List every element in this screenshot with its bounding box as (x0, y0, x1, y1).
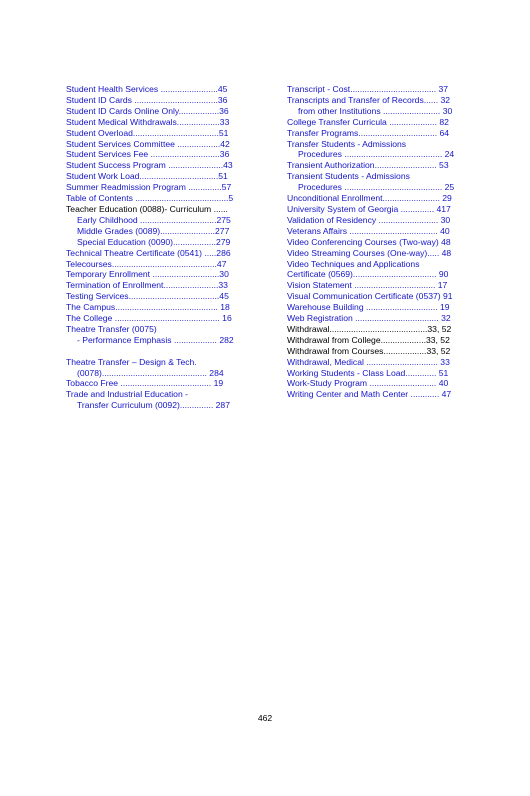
index-entry-link[interactable]: from other Institutions ........................ 30 (298, 105, 453, 116)
index-entry-link[interactable]: Transient Authorization.......................... 53 (287, 160, 449, 171)
index-entry-link[interactable]: Student ID Cards ...................................36 (66, 94, 228, 105)
index-entry-link[interactable]: Video Streaming Courses (One-way)..... 48 (287, 247, 452, 258)
index-column-right (287, 84, 476, 400)
index-entry-link[interactable]: Student Services Committee ..................42 (66, 138, 230, 149)
index-entry-link[interactable]: Veterans Affairs ..................................... 40 (287, 225, 450, 236)
index-entry: Withdrawal from College...................33, 52 (287, 334, 450, 345)
index-entry-link[interactable]: Student Health Services ........................45 (66, 84, 228, 94)
index-entry-link[interactable]: Work-Study Program ............................ 40 (287, 378, 449, 389)
index-entry: Teacher Education (0088)- Curriculum ...... (66, 203, 228, 214)
index-entry-link[interactable]: Middle Grades (0089).......................277 (77, 225, 230, 236)
page-number: 462 (257, 713, 273, 723)
index-entry-link[interactable]: Transfer Programs................................. 64 (287, 127, 450, 138)
index-entry: Withdrawal.........................................33, 52 (287, 323, 452, 334)
index-entry-link[interactable]: College Transfer Curricula .................... 82 (287, 116, 449, 127)
index-entry-link[interactable]: The College ............................................ 16 (66, 313, 232, 324)
index-entry-link[interactable]: Telecourses............................................47 (66, 258, 227, 269)
index-entry-link[interactable]: Video Conferencing Courses (Two-way) 48 (287, 236, 451, 247)
index-entry-link[interactable]: Student Medical Withdrawals..................33 (66, 116, 230, 127)
index-entry-link[interactable]: Certificate (0569)................................... 90 (287, 269, 449, 280)
index-entry-link[interactable]: Trade and Industrial Education - (66, 389, 188, 400)
index-entry-link[interactable]: Withdrawal, Medical .............................. 33 (287, 356, 450, 367)
index-entry-link[interactable]: The Campus........................................... 18 (66, 302, 230, 313)
index-entry-link[interactable]: Validation of Residency ......................... 30 (287, 214, 451, 225)
index-entry-link[interactable]: Video Techniques and Applications (287, 258, 420, 269)
index-entry-link[interactable]: - Performance Emphasis .................. 282 (77, 334, 234, 345)
index-entry-link[interactable]: Procedures ......................................... 24 (298, 149, 455, 160)
index-column-left (66, 84, 256, 411)
index-entry-link[interactable]: Summer Readmission Program ..............57 (66, 182, 232, 193)
index-entry-link[interactable]: Vision Statement .................................. 17 (287, 280, 448, 291)
index-entry-link[interactable]: University System of Georgia .............. 417 (287, 203, 451, 214)
index-entry-link[interactable]: Web Registration ................................... 32 (287, 313, 451, 324)
index-entry-link[interactable]: Transient Students - Admissions (287, 171, 410, 182)
index-entry-link[interactable]: Theatre Transfer – Design & Tech. (66, 356, 197, 367)
index-entry-link[interactable]: Student Overload....................................51 (66, 127, 229, 138)
index-entry-link[interactable]: Procedures ......................................... 25 (298, 182, 455, 193)
index-entry-link[interactable]: Termination of Enrollment.......................33 (66, 280, 228, 291)
index-entry-link[interactable]: Temporary Enrollment ............................30 (66, 269, 229, 280)
index-entry: Withdrawal from Courses..................33, 52 (287, 345, 451, 356)
index-entry-link[interactable]: Transfer Students - Admissions (287, 138, 407, 149)
index-entry-link[interactable]: Tobacco Free ...................................... 19 (66, 378, 224, 389)
index-entry-link[interactable]: Student Services Fee .............................36 (66, 149, 230, 160)
index-entry-link[interactable]: Transfer Curriculum (0092).............. 287 (77, 400, 230, 411)
index-entry-link[interactable]: Special Education (0090)..................279 (77, 236, 231, 247)
index-entry-link[interactable]: (0078)............................................ 284 (77, 367, 224, 378)
index-entry-link[interactable]: Warehouse Building .............................. 19 (287, 302, 450, 313)
index-entry-link[interactable]: Writing Center and Math Center ............ 47 (287, 389, 452, 400)
index-entry-link[interactable]: Technical Theatre Certificate (0541) .....286 (66, 247, 231, 258)
index-entry-link[interactable]: Student Success Program .......................43 (66, 160, 233, 171)
index-entry-link[interactable]: Student Work Load.................................51 (66, 171, 228, 182)
index-entry-link[interactable]: Working Students - Class Load............. 51 (287, 367, 449, 378)
index-entry-link[interactable]: Student ID Cards Online Only.................36 (66, 105, 229, 116)
index-entry-link[interactable]: Unconditional Enrollment........................ 29 (287, 193, 452, 204)
index-entry-link[interactable]: Transcript - Cost.................................... 37 (287, 84, 449, 94)
index-entry-link[interactable]: Early Childhood ................................275 (77, 214, 231, 225)
index-entry-link[interactable]: Transcripts and Transfer of Records...... 32 (287, 94, 451, 105)
index-entry-link[interactable]: Theatre Transfer (0075) (66, 323, 157, 334)
index-entry-link[interactable]: Table of Contents .......................................5 (66, 193, 234, 204)
index-entry-link[interactable]: Testing Services......................................45 (66, 291, 229, 302)
index-entry-link[interactable]: Visual Communication Certificate (0537) 91 (287, 291, 453, 302)
